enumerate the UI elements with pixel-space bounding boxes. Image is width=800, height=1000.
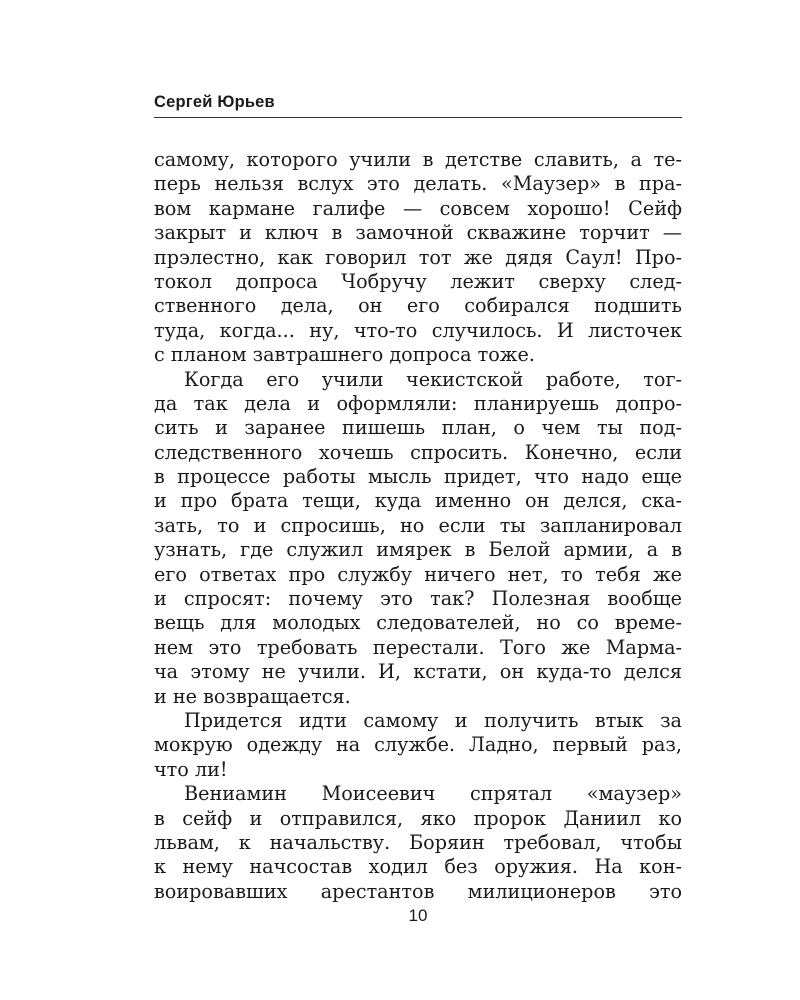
- text-line: узнать, где служил имярек в Белой армии, а в: [154, 538, 682, 562]
- text-line: и спросят: почему это так? Полезная вообще: [154, 587, 682, 611]
- header-rule: [154, 117, 682, 118]
- text-line: Когда его учили чекистской работе, тог-: [184, 367, 682, 391]
- text-line: мокрую одежду на службе. Ладно, первый раз,: [154, 733, 682, 757]
- text-line: нем это требовать перестали. Того же Марма-: [154, 635, 682, 659]
- text-line: воировавших арестантов милиционеров это: [154, 879, 682, 903]
- text-line: к нему начсостав ходил без оружия. На кон-: [154, 855, 682, 879]
- text-line: прэлестно, как говорил тот же дядя Саул! Про-: [154, 245, 682, 269]
- book-page: [154, 0, 682, 1000]
- text-line: закрыт и ключ в замочной скважине торчит —: [154, 221, 682, 245]
- text-line: что ли!: [154, 757, 228, 781]
- text-line: львам, к начальству. Боряин требовал, чтобы: [154, 830, 682, 854]
- text-line: туда, когда... ну, что-то случилось. И листочек: [154, 318, 682, 342]
- running-head: Сергей Юрьев: [154, 93, 275, 111]
- text-line: Придется идти самому и получить втык за: [184, 708, 682, 732]
- text-line: ственного дела, он его собирался подшить: [154, 294, 682, 318]
- text-line: самому, которого учили в детстве славить, а те-: [154, 148, 682, 171]
- body-text: [154, 148, 682, 904]
- text-line: с планом завтрашнего допроса тоже.: [154, 343, 535, 367]
- text-line: да так дела и оформляли: планируешь допро-: [154, 391, 682, 415]
- text-line: ча этому не учили. И, кстати, он куда-то делся: [154, 660, 682, 684]
- text-line: следственного хочешь спросить. Конечно, если: [154, 440, 682, 464]
- text-line: в сейф и отправился, яко пророк Даниил ко: [154, 806, 682, 830]
- text-line: вещь для молодых следователей, но со време-: [154, 611, 682, 635]
- text-line: его ответах про службу ничего нет, то тебя же: [154, 562, 682, 586]
- page-number: 10: [408, 906, 428, 925]
- text-line: сить и заранее пишешь план, о чем ты под-: [154, 416, 682, 440]
- text-line: перь нельзя вслух это делать. «Маузер» в пра-: [154, 172, 682, 196]
- text-line: Вениамин Моисеевич спрятал «маузер»: [184, 782, 682, 806]
- text-line: токол допроса Чобручу лежит сверху след-: [154, 269, 682, 293]
- text-line: и не возвращается.: [154, 684, 351, 708]
- text-line: в процессе работы мысль придет, что надо еще: [154, 465, 682, 489]
- text-line: и про брата тещи, куда именно он делся, ска-: [154, 489, 682, 513]
- text-line: зать, то и спросишь, но если ты запланировал: [154, 513, 682, 537]
- text-line: вом кармане галифе — совсем хорошо! Сейф: [154, 196, 682, 220]
